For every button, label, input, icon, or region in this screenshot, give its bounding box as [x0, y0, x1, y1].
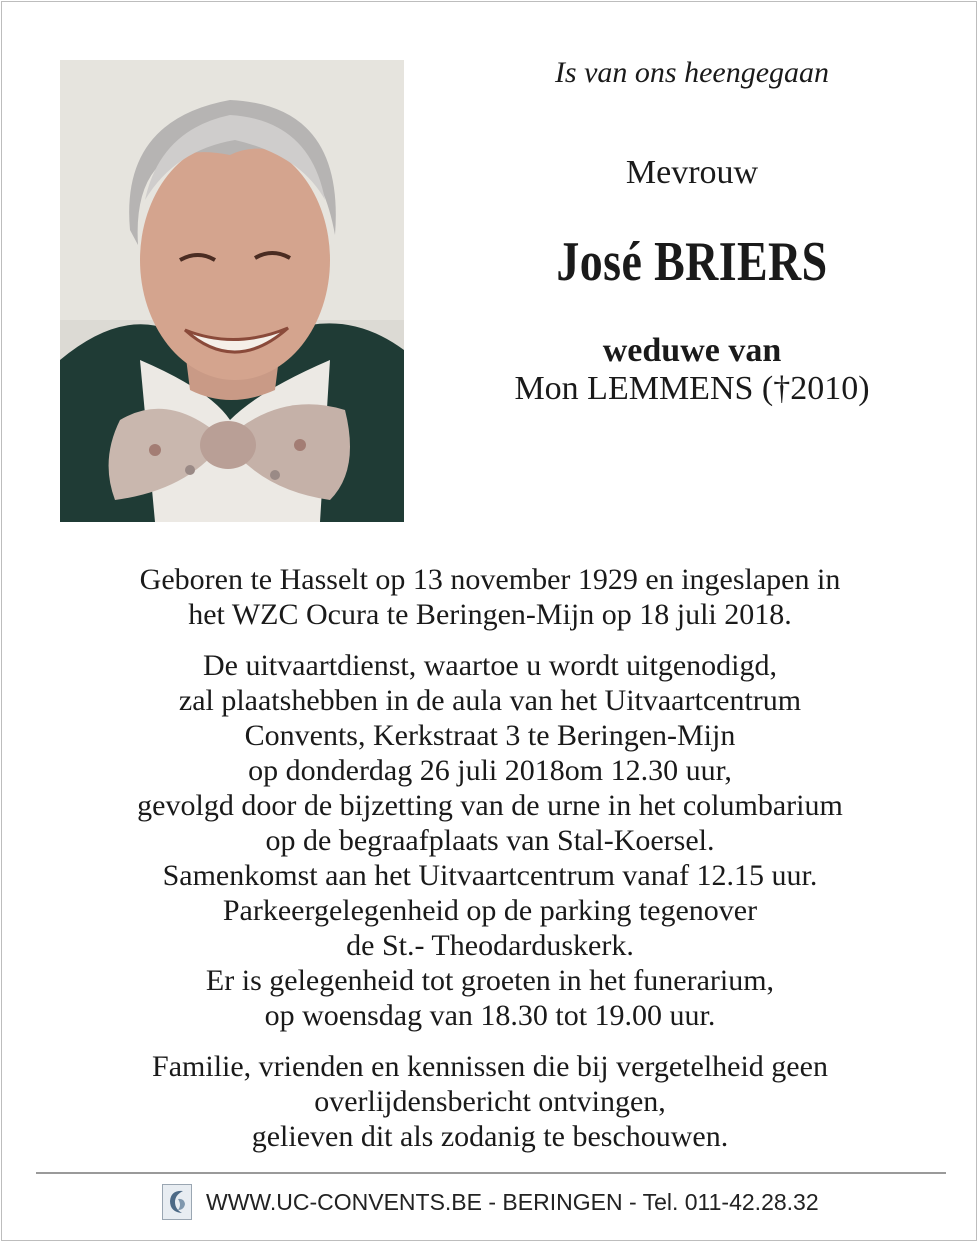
- intro-text: Is van ons heengegaan: [554, 56, 830, 89]
- footer: [162, 1182, 819, 1222]
- portrait-photo: [60, 60, 404, 522]
- birth-paragraph: [2, 562, 978, 632]
- deceased-name: José BRIERS: [556, 231, 828, 293]
- body-line: op de begraafplaats van Stal-Koersel.: [265, 824, 715, 857]
- footer-divider: [36, 1172, 946, 1174]
- body-line: gelieven dit als zodanig te beschouwen.: [251, 1120, 729, 1153]
- widow-label: weduwe van: [602, 332, 782, 369]
- body-line: Samenkomst aan het Uitvaartcentrum vanaf 12.15 uur.: [162, 859, 818, 892]
- body-line: overlijdensbericht ontvingen,: [314, 1085, 666, 1118]
- body-line: op woensdag van 18.30 tot 19.00 uur.: [264, 999, 716, 1032]
- spouse-name: Mon LEMMENS (†2010): [514, 370, 870, 407]
- body-line: Convents, Kerkstraat 3 te Beringen-Mijn: [244, 719, 736, 752]
- body-line: gevolgd door de bijzetting van de urne in het columbarium: [137, 789, 843, 822]
- obituary-body: [2, 562, 978, 1170]
- body-line: De uitvaartdienst, waartoe u wordt uitgenodigd,: [202, 649, 777, 682]
- header-block: [432, 52, 952, 408]
- body-line: op donderdag 26 juli 2018om 12.30 uur,: [248, 754, 732, 787]
- body-line: Geboren te Hasselt op 13 november 1929 en ingeslapen in: [139, 563, 841, 596]
- footer-contact[interactable]: WWW.UC-CONVENTS.BE - BERINGEN - Tel. 011-42.28.32: [206, 1188, 819, 1215]
- body-line: Familie, vrienden en kennissen die bij vergetelheid geen: [152, 1050, 828, 1083]
- service-paragraph: [2, 648, 978, 1033]
- obituary-card: [1, 1, 977, 1241]
- body-line: de St.- Theodarduskerk.: [346, 929, 634, 962]
- funeral-home-logo-icon: [162, 1184, 192, 1220]
- honorific: Mevrouw: [625, 154, 759, 191]
- closing-paragraph: [2, 1049, 978, 1154]
- body-line: Parkeergelegenheid op de parking tegenover: [222, 894, 758, 927]
- body-line: zal plaatshebben in de aula van het Uitvaartcentrum: [178, 684, 802, 717]
- body-line: het WZC Ocura te Beringen-Mijn op 18 juli 2018.: [188, 598, 792, 631]
- body-line: Er is gelegenheid tot groeten in het funerarium,: [205, 964, 775, 997]
